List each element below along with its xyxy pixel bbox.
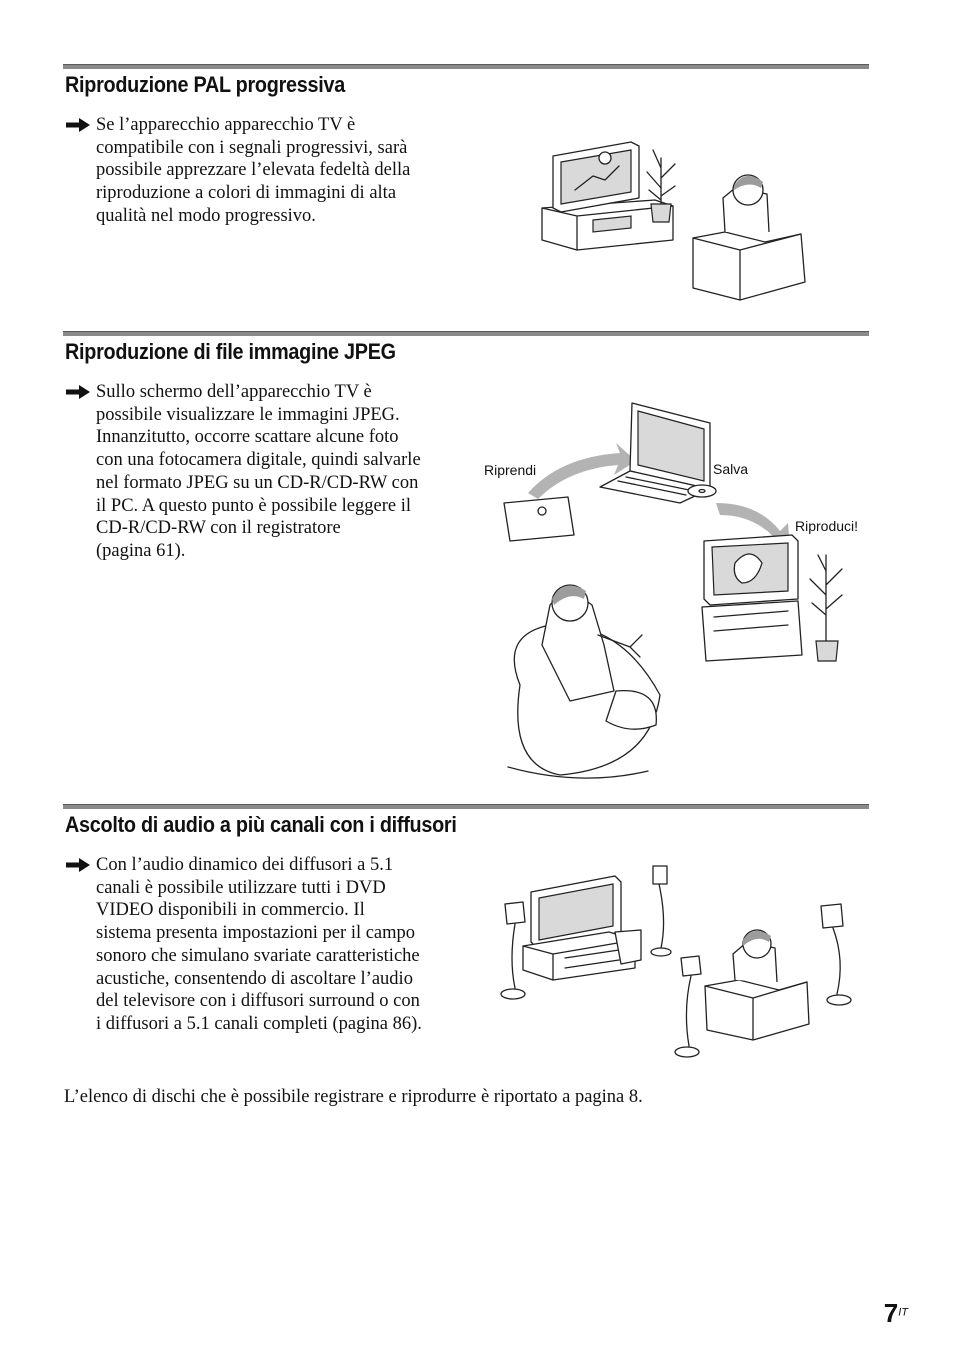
text-line: riproduzione a colori di immagini di alta [96,183,397,204]
text-line: del televisore con i diffusori surround o con [96,991,420,1012]
paragraph-text [96,854,450,1036]
section-rule [63,331,869,336]
section-jpeg [63,331,869,365]
text-line: i diffusori a 5.1 canali completi (pagina 86). [96,1013,422,1034]
text-line: compatibile con i segnali progressivi, sarà [96,137,408,158]
text-line: acustiche, consentendo di ascoltare l’audio [96,968,413,989]
text-line: Sullo schermo dell’apparecchio TV è [96,382,372,402]
paragraph-text [96,381,450,563]
text-line: sonoro che simulano svariate caratteristiche [96,945,420,966]
section-heading: Ascolto di audio a più canali con i diffusori [65,812,457,837]
text-line: CD-R/CD-RW con il registratore [96,518,341,539]
illustration-surround-speakers [495,860,860,1075]
text-line: canali è possibile utilizzare tutti i DVD [96,877,386,898]
illustration-tv-viewer [535,128,815,304]
page-language: IT [898,1306,908,1319]
text-line: VIDEO disponibili in commercio. Il [96,900,365,921]
section-heading: Riproduzione PAL progressiva [65,72,345,97]
arrow-right-icon [65,857,91,873]
caption-play: Riproduci! [795,518,859,534]
caption-shoot: Riprendi [484,462,537,478]
section-heading: Riproduzione di file immagine JPEG [65,339,396,364]
bullet-paragraph [65,854,450,1036]
section-rule [63,64,869,69]
arrow-right-icon [65,384,91,400]
illustration-jpeg-workflow [480,395,860,785]
text-line: il PC. A questo punto è possibile leggere il [96,495,411,516]
page-number [884,1298,908,1329]
text-line: qualità nel modo progressivo. [96,205,316,226]
text-line: possibile apprezzare l’elevata fedeltà della [96,160,411,181]
text-line: Se l’apparecchio apparecchio TV è [96,115,356,135]
bullet-paragraph [65,114,450,228]
text-line: con una fotocamera digitale, quindi salvarle [96,450,421,471]
bullet-paragraph [65,381,450,563]
text-line: nel formato JPEG su un CD-R/CD-RW con [96,472,419,493]
section-pal-progressive [63,64,869,98]
footnote: L’elenco di dischi che è possibile registrare e riprodurre è riportato a pagina 8. [64,1087,643,1107]
text-line: possibile visualizzare le immagini JPEG. [96,404,400,425]
section-rule [63,804,869,809]
page-number-value: 7 [883,1298,899,1328]
caption-save: Salva [713,461,749,477]
section-multichannel-audio [63,804,869,838]
arrow-right-icon [65,117,91,133]
text-line: Con l’audio dinamico dei diffusori a 5.1 [96,855,394,875]
text-line: sistema presenta impostazioni per il campo [96,923,416,944]
text-line: (pagina 61). [96,540,186,561]
paragraph-text [96,114,450,228]
text-line: Innanzitutto, occorre scattare alcune foto [96,427,399,448]
